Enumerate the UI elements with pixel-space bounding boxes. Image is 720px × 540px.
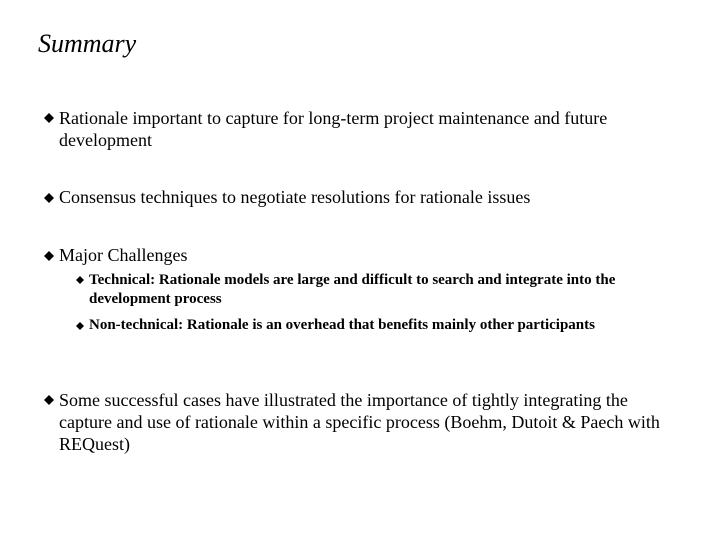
- sub-bullet-diamond-icon: [76, 322, 84, 330]
- diamond-bullet-icon: [44, 193, 54, 203]
- slide-title: Summary: [38, 29, 137, 58]
- bullet-item-consensus: Consensus techniques to negotiate resolutions for rationale issues: [59, 187, 531, 207]
- sub-bullet-non-technical: Non-technical: Rationale is an overhead that benefits mainly other participants: [89, 317, 595, 333]
- diamond-bullet-icon: [44, 395, 54, 405]
- diamond-bullet-icon: [44, 251, 54, 261]
- bullet-item-successful-cases: Some successful cases have illustrated the importance of tightly integrating the capture and use of rationale within a specific process (Boehm, Dutoit & Paech with REQuest): [59, 390, 660, 454]
- diamond-bullet-icon: [44, 113, 54, 123]
- bullet-item-challenges: Major Challenges: [59, 245, 188, 265]
- sub-bullet-diamond-icon: [76, 276, 84, 284]
- sub-bullet-technical: Technical: Rationale models are large and difficult to search and integrate into the development process: [89, 272, 616, 307]
- bullet-item-capture: Rationale important to capture for long-term project maintenance and future development: [59, 108, 608, 150]
